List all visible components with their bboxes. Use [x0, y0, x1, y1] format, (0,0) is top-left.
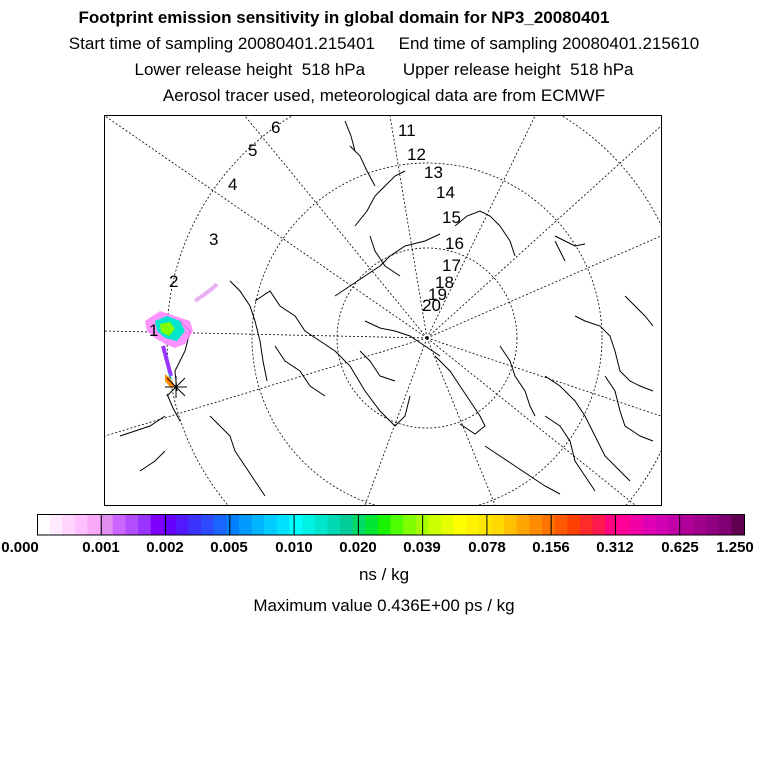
- colorbar-swatch: [403, 514, 416, 535]
- colorbar-tick: 0.078: [468, 539, 506, 556]
- colorbar-tick: 0.010: [275, 539, 313, 556]
- colorbar-tick: 0.625: [661, 539, 699, 556]
- track-label-20: 20: [422, 296, 441, 315]
- colorbar-swatch: [290, 514, 303, 535]
- track-label-13: 13: [424, 163, 443, 182]
- colorbar-swatch: [113, 514, 126, 535]
- colorbar-swatch: [580, 514, 593, 535]
- track-label-5: 5: [248, 141, 258, 160]
- colorbar-swatch: [189, 514, 202, 535]
- track-labels: [149, 118, 464, 340]
- colorbar-tick: 0.039: [403, 539, 441, 556]
- release-heights: Lower release height 518 hPa Upper release height 518 hPa: [134, 60, 634, 79]
- colorbar-swatch: [37, 514, 50, 535]
- colorbar-swatch: [504, 514, 517, 535]
- colorbar-swatch: [252, 514, 265, 535]
- colorbar-swatch: [694, 514, 707, 535]
- track-label-3: 3: [209, 230, 219, 249]
- colorbar-swatch: [176, 514, 189, 535]
- track-label-11: 11: [398, 121, 416, 140]
- colorbar-swatch: [315, 514, 328, 535]
- colorbar-swatch: [428, 514, 441, 535]
- colorbar: [37, 514, 745, 536]
- colorbar-swatch: [605, 514, 618, 535]
- colorbar-tick: 0.312: [596, 539, 634, 556]
- colorbar-tick: 0.001: [82, 539, 120, 556]
- track-label-6: 6: [271, 118, 281, 137]
- release-location-marker: [165, 376, 187, 398]
- colorbar-tick: 0.002: [146, 539, 184, 556]
- colorbar-swatch: [542, 514, 555, 535]
- colorbar-swatch: [100, 514, 113, 535]
- colorbar-swatch: [75, 514, 88, 535]
- track-label-18: 18: [435, 273, 454, 292]
- colorbar-swatch: [340, 514, 353, 535]
- track-label-15: 15: [442, 208, 461, 227]
- colorbar-tick: 0.156: [532, 539, 570, 556]
- colorbar-swatch: [226, 514, 239, 535]
- track-label-16: 16: [445, 234, 464, 253]
- track-label-2: 2: [169, 272, 179, 291]
- colorbar-swatch: [201, 514, 214, 535]
- colorbar-swatch: [529, 514, 542, 535]
- colorbar-swatch: [706, 514, 719, 535]
- colorbar-swatch: [62, 514, 75, 535]
- colorbar-swatch: [479, 514, 492, 535]
- colorbar-swatch: [517, 514, 530, 535]
- colorbar-swatch: [618, 514, 631, 535]
- track-label-14: 14: [436, 183, 455, 202]
- meridians: [105, 116, 661, 505]
- colorbar-swatch: [492, 514, 505, 535]
- track-label-4: 4: [228, 175, 238, 194]
- colorbar-swatch: [88, 514, 101, 535]
- colorbar-tick: 0.020: [339, 539, 377, 556]
- map-canvas: [105, 116, 661, 505]
- coastlines: [120, 121, 653, 496]
- colorbar-tick: 1.250: [716, 539, 754, 556]
- colorbar-swatch: [138, 514, 151, 535]
- track-label-1: 1: [149, 321, 159, 340]
- colorbar-swatch: [567, 514, 580, 535]
- colorbar-swatch: [643, 514, 656, 535]
- colorbar-swatch: [50, 514, 63, 535]
- colorbar-swatch: [239, 514, 252, 535]
- colorbar-swatch: [264, 514, 277, 535]
- colorbar-swatch: [656, 514, 669, 535]
- colorbar-swatch: [593, 514, 606, 535]
- colorbar-units: ns / kg: [358, 565, 410, 584]
- sampling-times: Start time of sampling 20080401.215401 End time of sampling 20080401.215610: [68, 34, 700, 53]
- colorbar-swatch: [214, 514, 227, 535]
- colorbar-swatch: [391, 514, 404, 535]
- colorbar-swatch: [555, 514, 568, 535]
- latitude-circles: [167, 116, 661, 505]
- colorbar-tick: 0.000: [1, 539, 39, 556]
- colorbar-swatch: [365, 514, 378, 535]
- tracer-info: Aerosol tracer used, meteorological data are from ECMWF: [162, 86, 606, 105]
- colorbar-swatch: [681, 514, 694, 535]
- maximum-value: Maximum value 0.436E+00 ps / kg: [253, 596, 515, 615]
- colorbar-swatch: [302, 514, 315, 535]
- track-label-12: 12: [407, 145, 426, 164]
- track-label-19: 19: [428, 285, 447, 304]
- colorbar-swatch: [353, 514, 366, 535]
- colorbar-swatch: [719, 514, 732, 535]
- colorbar-swatch: [731, 514, 744, 535]
- colorbar-swatch: [151, 514, 164, 535]
- colorbar-swatch: [277, 514, 290, 535]
- track-label-17: 17: [442, 256, 461, 275]
- colorbar-swatch: [454, 514, 467, 535]
- colorbar-swatch: [466, 514, 479, 535]
- figure-title: Footprint emission sensitivity in global domain for NP3_20080401: [78, 8, 610, 27]
- colorbar-swatch: [125, 514, 138, 535]
- colorbar-swatch: [378, 514, 391, 535]
- footprint-map: [104, 115, 662, 506]
- colorbar-swatch: [630, 514, 643, 535]
- colorbar-swatch: [327, 514, 340, 535]
- colorbar-swatch: [441, 514, 454, 535]
- colorbar-tick: 0.005: [210, 539, 248, 556]
